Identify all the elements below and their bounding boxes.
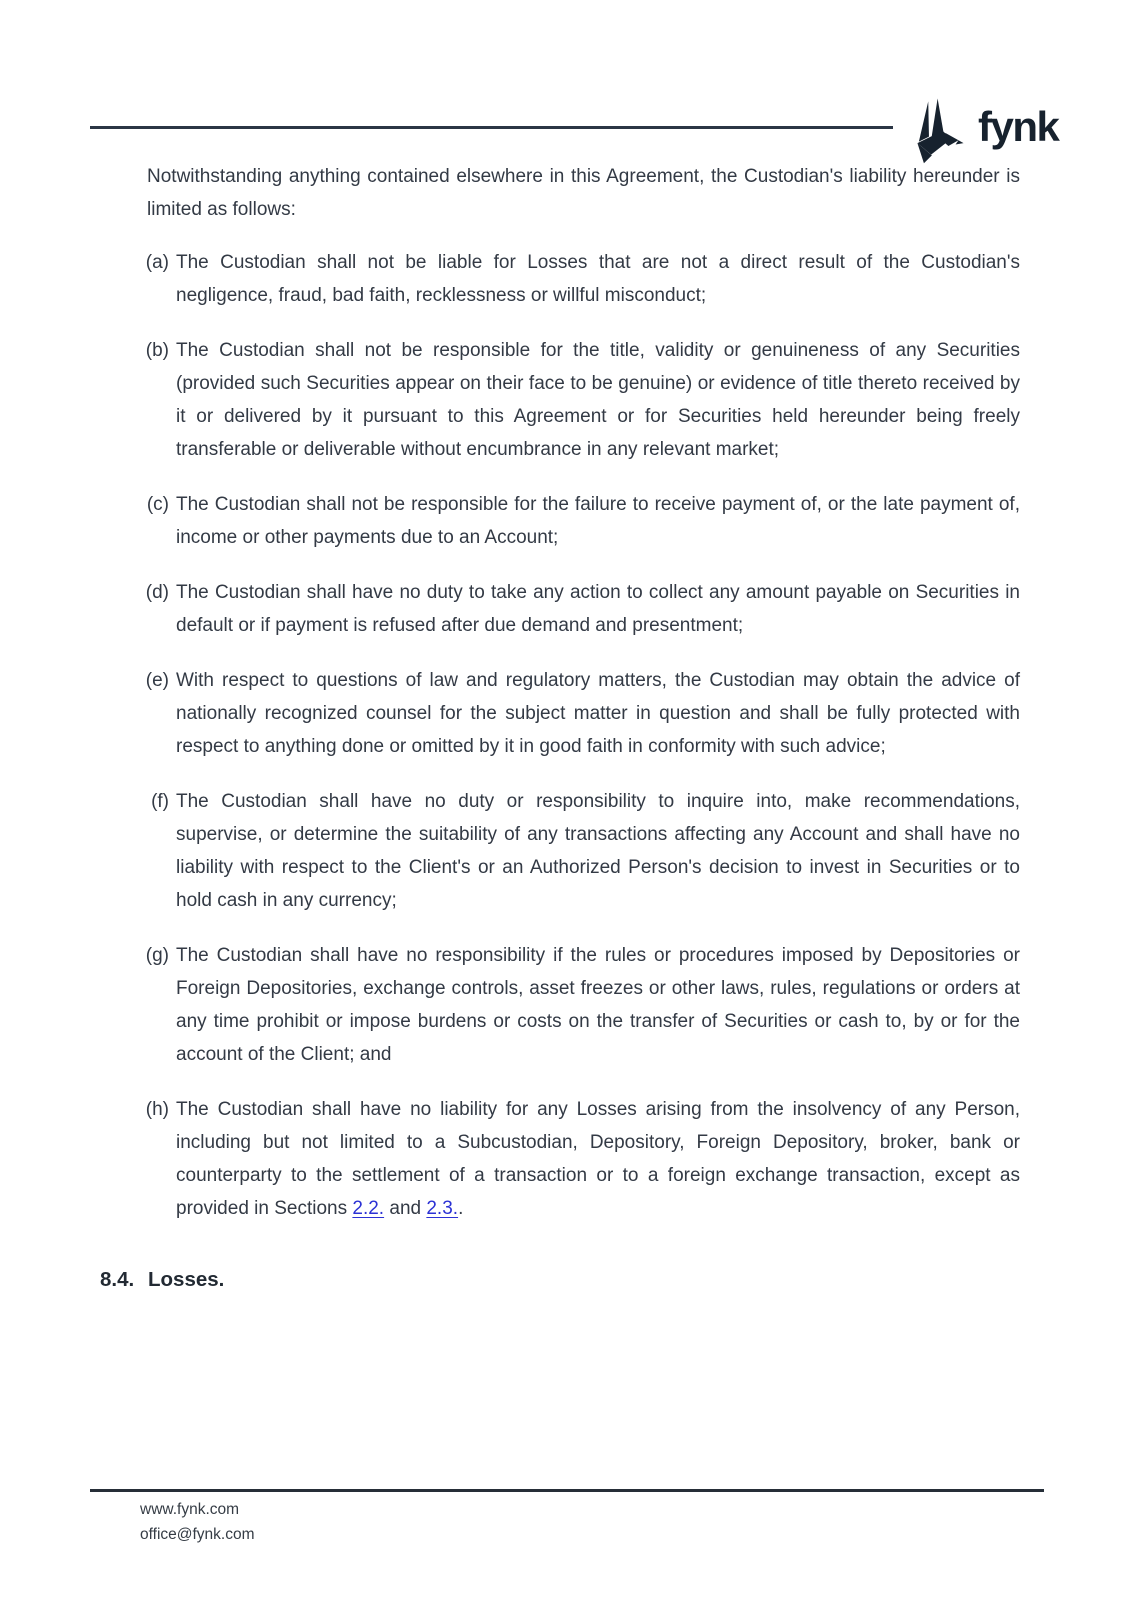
list-item-text: The Custodian shall not be responsible for the failure to receive payment of, or the late payment of, income or other payments due to an Account; xyxy=(176,494,1020,548)
section-2-2-link[interactable]: 2.2. xyxy=(352,1198,385,1219)
list-item-text: The Custodian shall not be responsible for the title, validity or genuineness of any Securities (provided such Securities appear on their face to be genuine) or evidence of title thereto received by it or delivered by it pursuant to this Agreement or for Securities held hereunder being freely transferable or deliverable without encumbrance in any relevant market; xyxy=(176,340,1020,460)
list-item-f xyxy=(139,785,1020,917)
list-item-c xyxy=(139,488,1020,554)
list-item-marker: (f) xyxy=(151,791,169,812)
list-item-marker: (a) xyxy=(145,252,169,273)
section-heading xyxy=(100,1263,1020,1296)
list-item-e xyxy=(139,664,1020,763)
section-title: Losses. xyxy=(148,1268,225,1291)
paper-crane-icon xyxy=(898,96,970,170)
list-item-d xyxy=(139,576,1020,642)
list-item-text: The Custodian shall have no duty to take any action to collect any amount payable on Securities in default or if payment is refused after due demand and presentment; xyxy=(176,582,1020,636)
list-item-text: The Custodian shall have no responsibility if the rules or procedures imposed by Depositories or Foreign Depositories, exchange controls, asset freezes or other laws, rules, regulations or orders at any time prohibit or impose burdens or costs on the transfer of Securities or cash to, by or for the account of the Client; and xyxy=(176,945,1020,1065)
list-item-b xyxy=(139,334,1020,466)
list-item-marker: (h) xyxy=(145,1099,169,1120)
fynk-logo xyxy=(898,96,1058,170)
section-number: 8.4. xyxy=(100,1268,135,1291)
header-divider xyxy=(90,126,893,129)
section-2-3-link[interactable]: 2.3. xyxy=(426,1198,459,1219)
footer-email: office@fynk.com xyxy=(140,1526,255,1543)
list-item-text: With respect to questions of law and regulatory matters, the Custodian may obtain the advice of nationally recognized counsel for the subject matter in question and shall be fully protected with respect to anything done or omitted by it in good faith in conformity with such advice; xyxy=(176,670,1020,757)
liability-clause-list xyxy=(147,246,1020,1225)
list-item-h xyxy=(139,1093,1020,1225)
list-item-text: and xyxy=(384,1198,427,1219)
list-item-text: . xyxy=(458,1198,464,1219)
page-footer xyxy=(140,1497,255,1547)
list-item-marker: (d) xyxy=(145,582,169,603)
list-item-text: The Custodian shall have no liability for any Losses arising from the insolvency of any Person, including but not limited to a Subcustodian, Depository, Foreign Depository, broker, bank or counterparty to the settlement of a transaction or to a foreign exchange transaction, except as provided in Sections xyxy=(176,1099,1020,1219)
intro-paragraph: Notwithstanding anything contained elsewhere in this Agreement, the Custodian's liability hereunder is limited as follows: xyxy=(147,166,1020,220)
list-item-text: The Custodian shall have no duty or responsibility to inquire into, make recommendations, supervise, or determine the suitability of any transactions affecting any Account and shall have no liability with respect to the Client's or an Authorized Person's decision to invest in Securities or to hold cash in any currency; xyxy=(176,791,1020,911)
footer-divider xyxy=(90,1489,1044,1492)
list-item-g xyxy=(139,939,1020,1071)
fynk-logo-text: fynk xyxy=(978,103,1059,150)
document-body xyxy=(100,160,1020,1296)
list-item-marker: (c) xyxy=(146,494,169,515)
list-item-a xyxy=(139,246,1020,312)
list-item-marker: (e) xyxy=(145,670,169,691)
list-item-marker: (g) xyxy=(145,945,169,966)
footer-website: www.fynk.com xyxy=(140,1501,240,1518)
list-item-marker: (b) xyxy=(145,340,169,361)
list-item-text: The Custodian shall not be liable for Losses that are not a direct result of the Custodian's negligence, fraud, bad faith, recklessness or willful misconduct; xyxy=(176,252,1020,306)
